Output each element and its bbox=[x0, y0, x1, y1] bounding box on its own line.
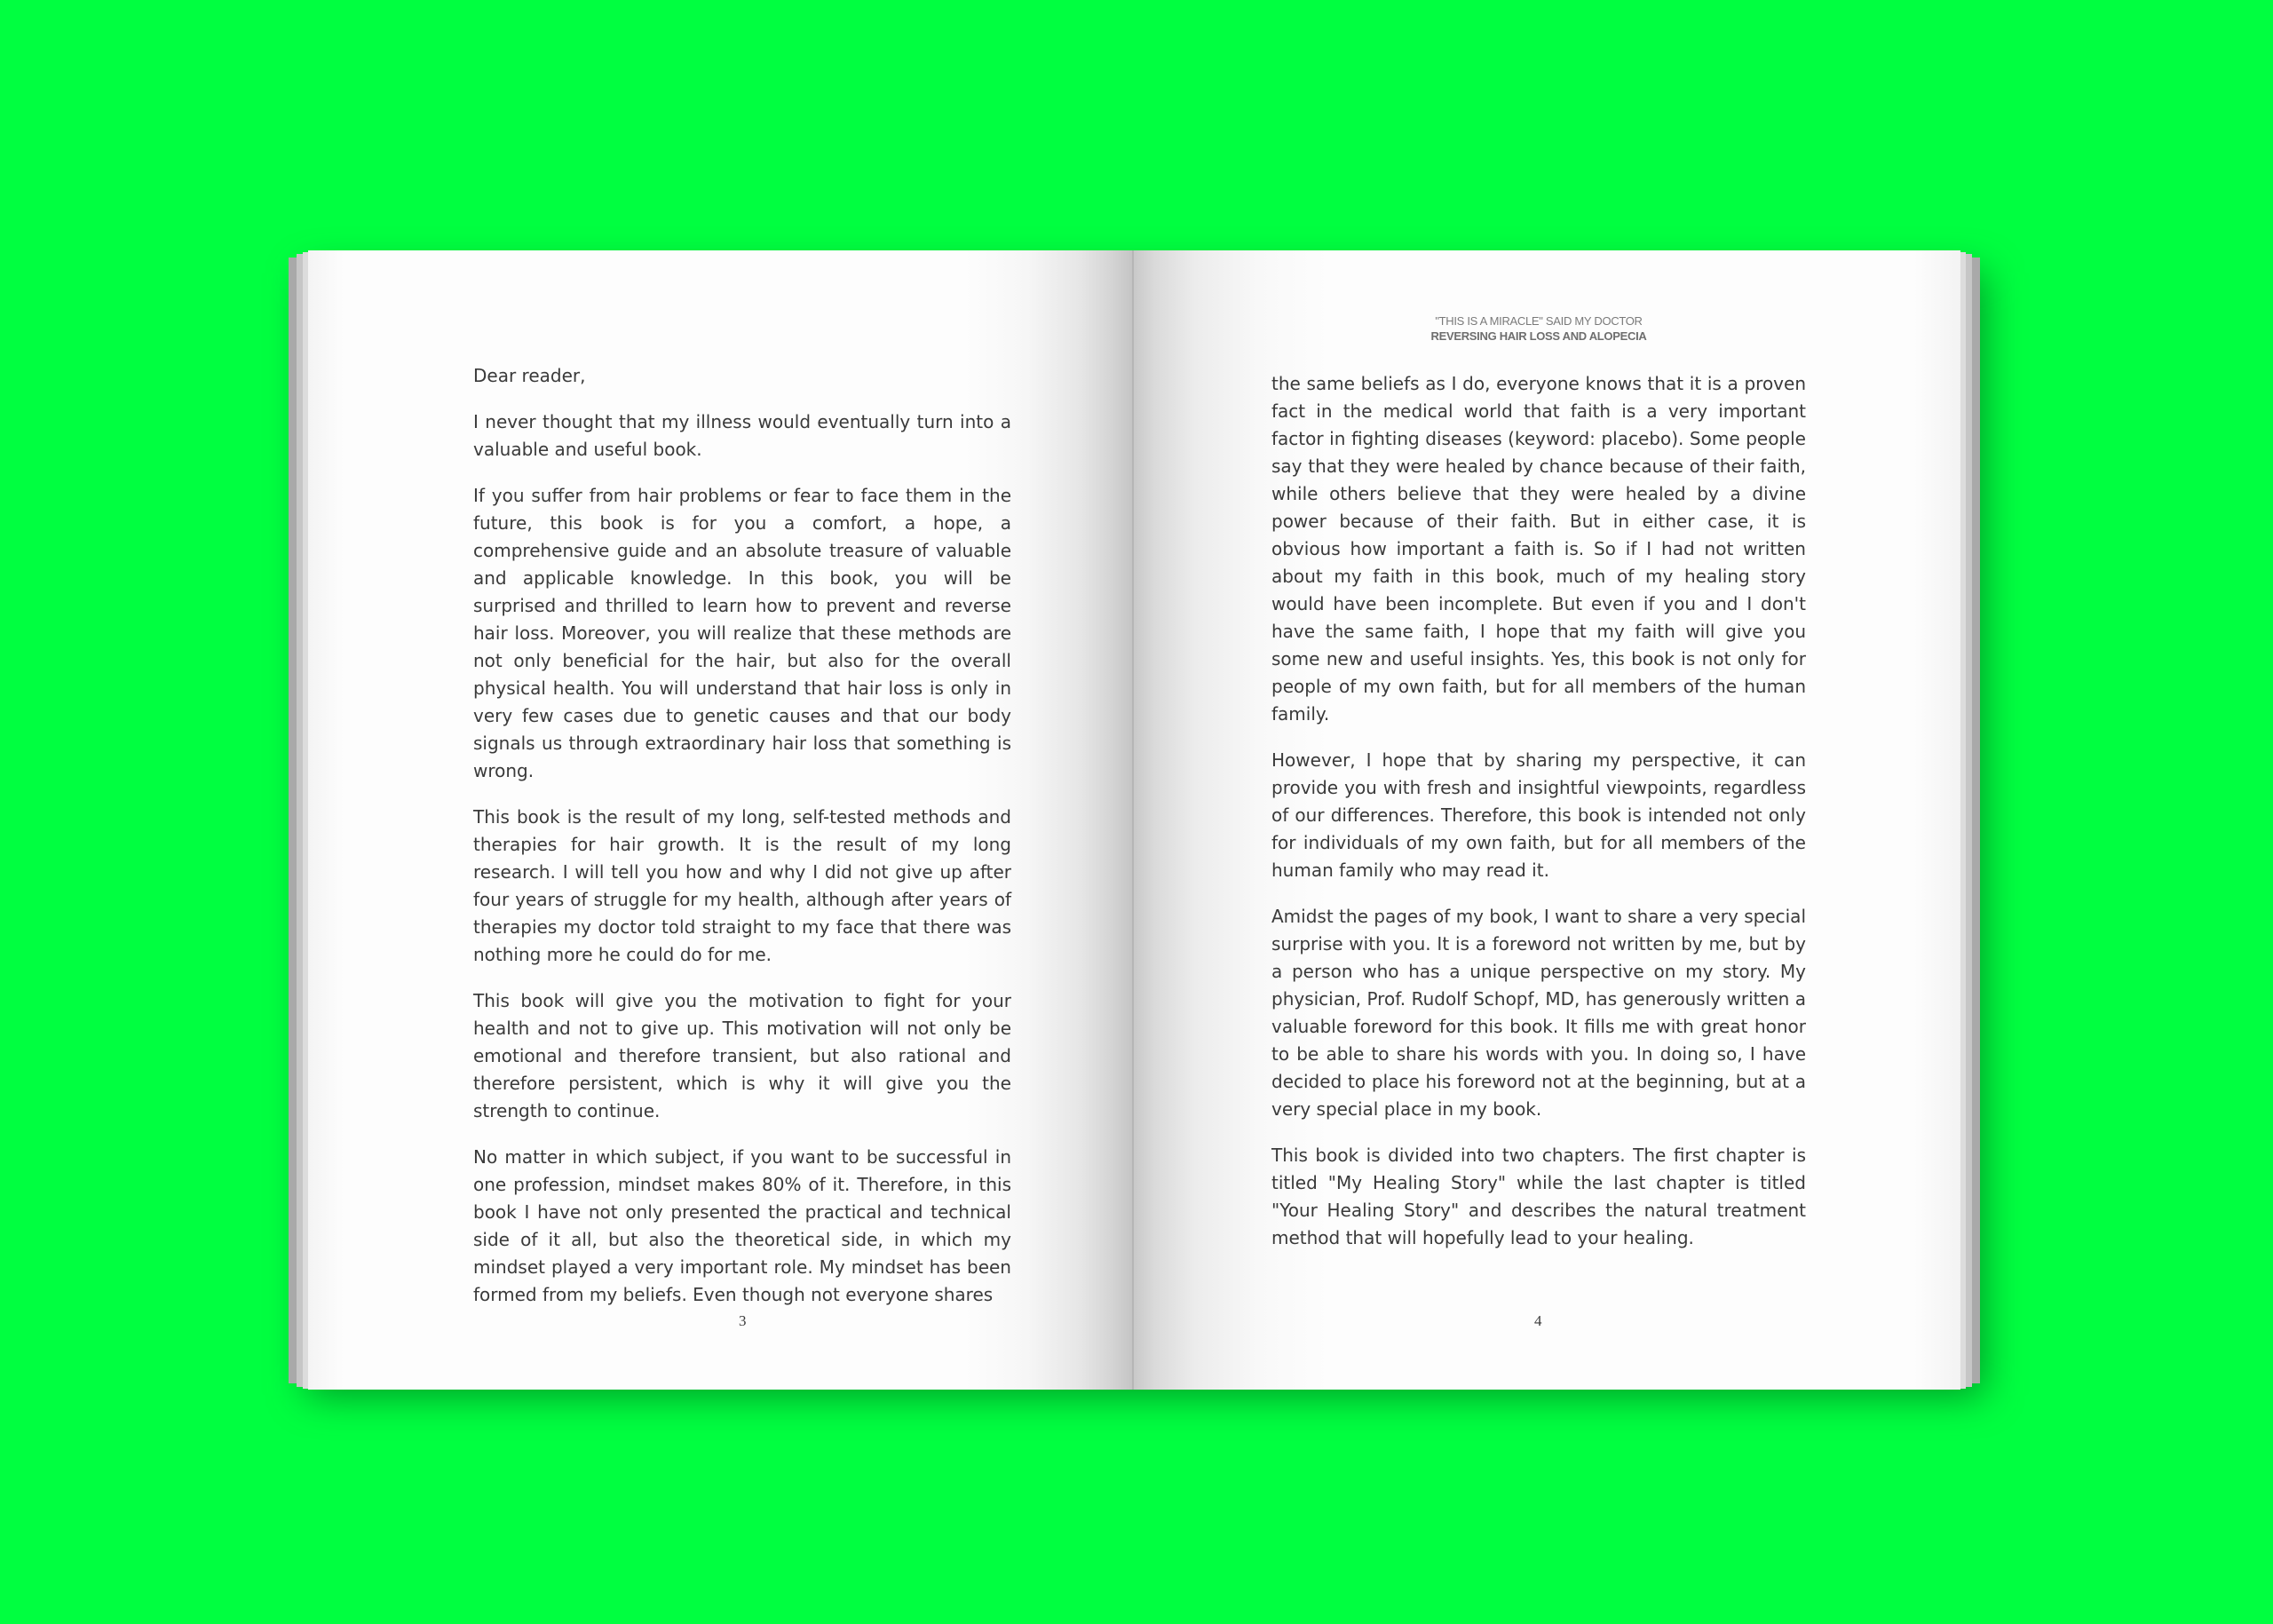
running-head bbox=[1379, 314, 1699, 344]
book-gutter bbox=[1132, 250, 1134, 1390]
paragraph: No matter in which subject, if you want to be successful in one profession, mindset makes 80% of it. Therefore, in this book I have not only presented the practical and technical side of it all, but also the theoretical side, in which my mindset played a very important role. My mindset has been formed from my beliefs. Even though not everyone shares bbox=[473, 1146, 1011, 1305]
paragraph: I never thought that my illness would eventually turn into a valuable and useful book. bbox=[473, 411, 1011, 460]
paragraph: This book will give you the motivation to fight for your health and not to give up. This motivation will not only be emotional and therefore transient, but also rational and therefore persistent, which is why it will give you the strength to continue. bbox=[473, 990, 1011, 1121]
paragraph: Amidst the pages of my book, I want to share a very special surprise with you. It is a foreword not written by me, but by a person who has a unique perspective on my story. My physician, Prof. Rudolf Schopf, MD, has generously written a valuable foreword for this book. It fills me with great honor to be able to share his words with you. In doing so, I have decided to place his foreword not at the beginning, but at a very special place in my book. bbox=[1271, 906, 1806, 1120]
right-page-body bbox=[1271, 370, 1806, 1271]
left-page-body bbox=[473, 362, 1011, 1327]
paragraph: This book is divided into two chapters. The first chapter is titled "My Healing Story" while the last chapter is titled "Your Healing Story" and describes the natural treatment method that will hopefully lead to your healing. bbox=[1271, 1145, 1806, 1248]
running-head-title: "THIS IS A MIRACLE" SAID MY DOCTOR bbox=[1435, 314, 1643, 328]
paragraph: the same beliefs as I do, everyone knows that it is a proven fact in the medical world that faith is a very important factor in fighting diseases (keyword: placebo). Some people say that they were healed by chance because of their faith, while others believe that they were healed by a divine power because of their faith. But in either case, it is obvious how important a faith is. So if I had not written about my faith in this book, much of my healing story would have been incomplete. But even if you and I don't have the same faith, I hope that my faith will give you some new and useful insights. Yes, this book is not only for people of my own faith, but for all members of the human family. bbox=[1271, 373, 1806, 725]
page-number-right: 4 bbox=[1534, 1312, 1542, 1329]
paragraph: However, I hope that by sharing my perspective, it can provide you with fresh and insightful viewpoints, regardless of our differences. Therefore, this book is intended not only for individuals of my own faith, but for all members of the human family who may read it. bbox=[1271, 749, 1806, 881]
paragraph: This book is the result of my long, self-tested methods and therapies for hair growth. It is the result of my long research. I will tell you how and why I did not give up after four years of struggle for my health, although after years of therapies my doctor told straight to my face that there was nothing more he could do for me. bbox=[473, 806, 1011, 965]
paragraph: If you suffer from hair problems or fear to face them in the future, this book is for you a comfort, a hope, a comprehensive guide and an absolute treasure of valuable and applicable knowledge. In this book, you will be surprised and thrilled to learn how to prevent and reverse hair loss. Moreover, you will realize that these methods are not only beneficial for the hair, but also for the overall physical health. You will understand that hair loss is only in very few cases due to genetic causes and that our body signals us through extraordinary hair loss that something is wrong. bbox=[473, 485, 1011, 781]
page-number-left: 3 bbox=[739, 1312, 747, 1329]
running-head-subtitle: REVERSING HAIR LOSS AND ALOPECIA bbox=[1430, 329, 1647, 343]
salutation: Dear reader, bbox=[473, 365, 586, 386]
